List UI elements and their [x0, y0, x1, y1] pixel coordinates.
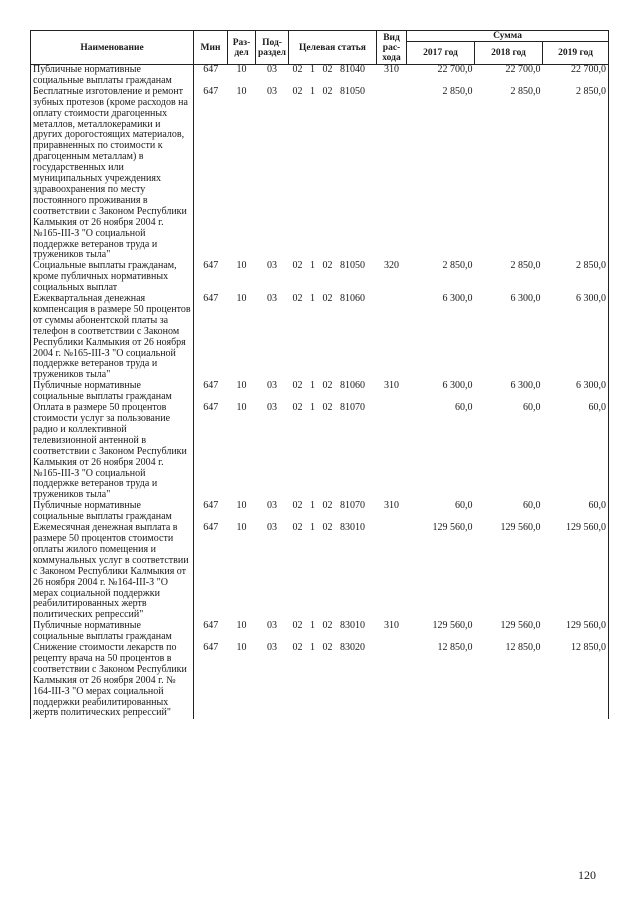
row-min: 647 [203, 380, 219, 392]
row-sum-2017: 60,0 [455, 402, 473, 414]
row-sum-2019: 12 850,0 [543, 643, 609, 719]
row-sum-2019: 2 850,0 [543, 87, 609, 262]
row-name: Публичные нормативные социальные выплаты гражданам [31, 65, 194, 87]
row-sum-2017: 12 850,0 [437, 642, 473, 654]
row-razdel: 10 [236, 260, 247, 272]
row-target-article: 02 1 02 83010 [292, 620, 365, 632]
row-podrazdel: 03 [267, 380, 277, 392]
header-podrazdel: Под- раздел [256, 31, 289, 65]
row-sum-2017: 2 850,0 [442, 85, 473, 97]
row-sum-2017: 2 850,0 [442, 260, 473, 272]
row-sum-2017: 129 560,0 [432, 620, 473, 632]
table-row [31, 643, 609, 719]
row-razdel: 10 [236, 85, 247, 97]
row-sum-2019: 2 850,0 [543, 261, 609, 294]
table-row [31, 501, 609, 523]
row-min: 647 [203, 620, 219, 632]
row-sum-2019: 60,0 [543, 403, 609, 501]
row-min: 647 [203, 642, 219, 654]
row-sum-2017: 6 300,0 [442, 293, 473, 305]
row-sum-2018: 6 300,0 [510, 293, 541, 305]
row-sum-2017: 129 560,0 [432, 522, 473, 534]
row-sum-2019: 6 300,0 [543, 381, 609, 403]
budget-table [30, 30, 609, 719]
row-podrazdel: 03 [267, 293, 277, 305]
row-sum-2018: 129 560,0 [500, 522, 541, 534]
row-razdel: 10 [236, 620, 247, 632]
row-target-article: 02 1 02 83010 [292, 522, 365, 534]
row-vid-raskhoda [377, 294, 407, 381]
row-sum-2018: 2 850,0 [510, 85, 541, 97]
row-razdel: 10 [236, 64, 247, 75]
row-min: 647 [203, 260, 219, 272]
row-name: Ежемесячная денежная выплата в размере 50 процентов стоимости оплаты жилого помещения и коммунальных услуг в соответствии с Законом Республики Калмыкия от 26 ноября 2004 г. №164-III-З "О мерах социальной поддержки реабилитированных жертв политических репрессий" [31, 523, 194, 621]
row-target-article: 02 1 02 81070 [292, 402, 365, 414]
row-target-article: 02 1 02 81040 [292, 64, 365, 75]
row-podrazdel: 03 [267, 85, 277, 97]
row-name: Публичные нормативные социальные выплаты гражданам [31, 381, 194, 403]
row-sum-2019: 60,0 [543, 501, 609, 523]
row-min: 647 [203, 85, 219, 97]
row-podrazdel: 03 [267, 522, 277, 534]
row-razdel: 10 [236, 522, 247, 534]
header-year-2018: 2018 год [475, 42, 543, 65]
row-name: Бесплатные изготовление и ремонт зубных протезов (кроме расходов на оплату стоимости драгоценных металлов, металлокерамики и других дорогостоящих материалов, приравненных по стоимости к драгоценным металлам) в государственных или муниципальных учреждениях здравоохранения по месту постоянного проживания в соответствии с Законом Республики Калмыкия от 26 ноября 2004 г. №165-III-З "О социальной поддержке ветеранов труда и тружеников тыла" [31, 87, 194, 262]
table-row [31, 87, 609, 262]
table-row [31, 65, 609, 87]
header-target: Целевая статья [289, 31, 377, 65]
row-sum-2017: 60,0 [455, 500, 473, 512]
header-vid: Вид рас- хода [377, 31, 407, 65]
header-min: Мин [194, 31, 228, 65]
budget-table-sheet [30, 30, 608, 719]
row-sum-2018: 60,0 [523, 402, 541, 414]
row-target-article: 02 1 02 81060 [292, 293, 365, 305]
row-name: Публичные нормативные социальные выплаты гражданам [31, 501, 194, 523]
row-sum-2019: 129 560,0 [543, 523, 609, 621]
row-min: 647 [203, 500, 219, 512]
row-min: 647 [203, 522, 219, 534]
row-name: Публичные нормативные социальные выплаты гражданам [31, 621, 194, 643]
row-razdel: 10 [236, 500, 247, 512]
row-razdel: 10 [236, 380, 247, 392]
table-row [31, 261, 609, 294]
row-sum-2018: 60,0 [523, 500, 541, 512]
row-target-article: 02 1 02 81070 [292, 500, 365, 512]
row-vid-raskhoda: 320 [384, 260, 399, 272]
row-target-article: 02 1 02 81050 [292, 85, 365, 97]
page-number: 120 [578, 868, 596, 882]
header-sum: Сумма [407, 31, 609, 42]
row-vid-raskhoda [377, 523, 407, 621]
header-year-2019: 2019 год [543, 42, 609, 65]
row-razdel: 10 [236, 642, 247, 654]
table-header [31, 31, 609, 65]
row-target-article: 02 1 02 81060 [292, 380, 365, 392]
header-year-2017: 2017 год [407, 42, 475, 65]
row-podrazdel: 03 [267, 260, 277, 272]
table-row [31, 381, 609, 403]
table-body [31, 65, 609, 720]
row-vid-raskhoda: 310 [384, 620, 399, 632]
row-sum-2018: 6 300,0 [510, 380, 541, 392]
table-row [31, 403, 609, 501]
row-name: Ежеквартальная денежная компенсация в размере 50 процентов от суммы абонентской платы за телефон в соответствии с Законом Республики Калмыкия от 26 ноября 2004 г. №165-III-З "О социальной поддержке ветеранов труда и тружеников тыла" [31, 294, 194, 381]
row-vid-raskhoda: 310 [384, 380, 399, 392]
row-sum-2017: 22 700,0 [437, 64, 473, 75]
row-vid-raskhoda [377, 403, 407, 501]
row-vid-raskhoda [377, 87, 407, 262]
table-row [31, 523, 609, 621]
row-podrazdel: 03 [267, 642, 277, 654]
row-target-article: 02 1 02 83020 [292, 642, 365, 654]
table-row [31, 294, 609, 381]
row-sum-2018: 2 850,0 [510, 260, 541, 272]
header-razdel: Раз- дел [228, 31, 256, 65]
row-vid-raskhoda [377, 643, 407, 719]
table-row [31, 621, 609, 643]
row-podrazdel: 03 [267, 500, 277, 512]
row-min: 647 [203, 402, 219, 414]
row-razdel: 10 [236, 402, 247, 414]
row-target-article: 02 1 02 81050 [292, 260, 365, 272]
row-vid-raskhoda: 310 [384, 64, 399, 75]
row-sum-2019: 6 300,0 [543, 294, 609, 381]
row-sum-2018: 22 700,0 [505, 64, 541, 75]
row-name: Оплата в размере 50 процентов стоимости услуг за пользование радио и коллективной телевизионной антенной в соответствии с Законом Республики Калмыкия от 26 ноября 2004 г. №165-III-З "О социальной поддержке ветеранов труда и тружеников тыла" [31, 403, 194, 501]
row-sum-2019: 129 560,0 [543, 621, 609, 643]
row-podrazdel: 03 [267, 64, 277, 75]
header-name: Наименование [31, 31, 194, 65]
row-sum-2019: 22 700,0 [543, 65, 609, 87]
row-min: 647 [203, 64, 219, 75]
row-sum-2018: 12 850,0 [505, 642, 541, 654]
row-sum-2018: 129 560,0 [500, 620, 541, 632]
row-name: Социальные выплаты гражданам, кроме публичных нормативных социальных выплат [31, 261, 194, 294]
row-name: Снижение стоимости лекарств по рецепту врача на 50 процентов в соответствии с Законом Республики Калмыкия от 26 ноября 2004 г. № 164-III-З "О мерах социальной поддержки реабилитированных жертв политических репрессий" [31, 643, 194, 719]
row-razdel: 10 [236, 293, 247, 305]
row-podrazdel: 03 [267, 402, 277, 414]
row-podrazdel: 03 [267, 620, 277, 632]
row-vid-raskhoda: 310 [384, 500, 399, 512]
row-sum-2017: 6 300,0 [442, 380, 473, 392]
row-min: 647 [203, 293, 219, 305]
